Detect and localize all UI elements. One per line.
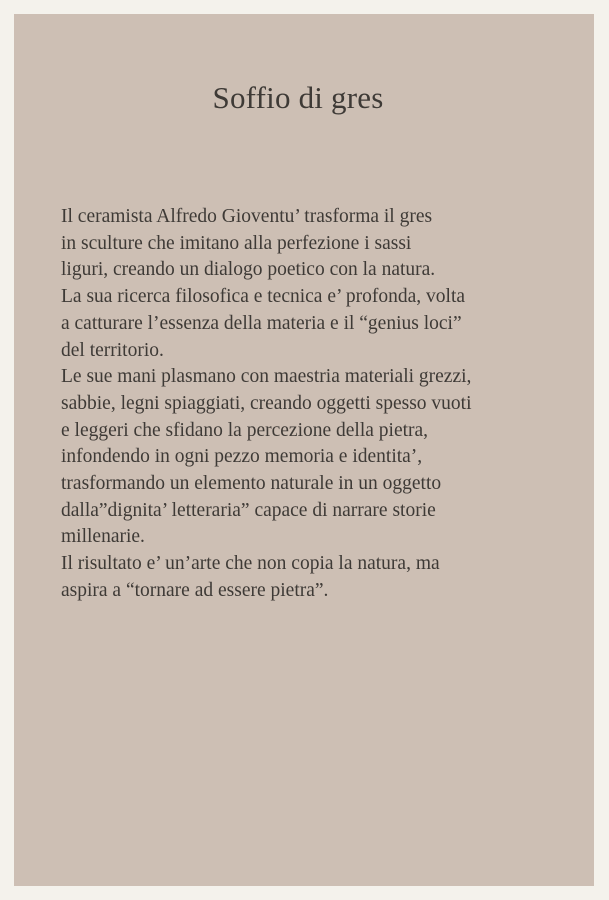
body-line: Le sue mani plasmano con maestria materiali grezzi, xyxy=(61,366,472,388)
body-line: trasformando un elemento naturale in un oggetto xyxy=(61,473,442,495)
body-line: millenarie. xyxy=(61,526,145,548)
body-line: sabbie, legni spiaggiati, creando oggetti spesso vuoti xyxy=(61,392,472,414)
body-line: dalla”dignita’ letteraria” capace di narrare storie xyxy=(61,499,436,521)
body-line: aspira a “tornare ad essere pietra”. xyxy=(61,579,329,601)
body-line: in sculture che imitano alla perfezione i sassi xyxy=(61,232,412,254)
page-title: Soffio di gres xyxy=(212,80,384,115)
body-line: infondendo in ogni pezzo memoria e identita’, xyxy=(61,446,423,468)
body-line: La sua ricerca filosofica e tecnica e’ profonda, volta xyxy=(61,286,466,308)
body-line: Il risultato e’ un’arte che non copia la natura, ma xyxy=(61,553,440,575)
body-line: del territorio. xyxy=(61,339,164,361)
body-paragraph xyxy=(61,204,581,605)
body-line: a catturare l’essenza della materia e il “genius loci” xyxy=(61,312,462,334)
body-line: Il ceramista Alfredo Gioventu’ trasforma il gres xyxy=(61,206,433,227)
body-line: liguri, creando un dialogo poetico con la natura. xyxy=(61,259,436,281)
body-line: e leggeri che sfidano la percezione della pietra, xyxy=(61,419,429,441)
